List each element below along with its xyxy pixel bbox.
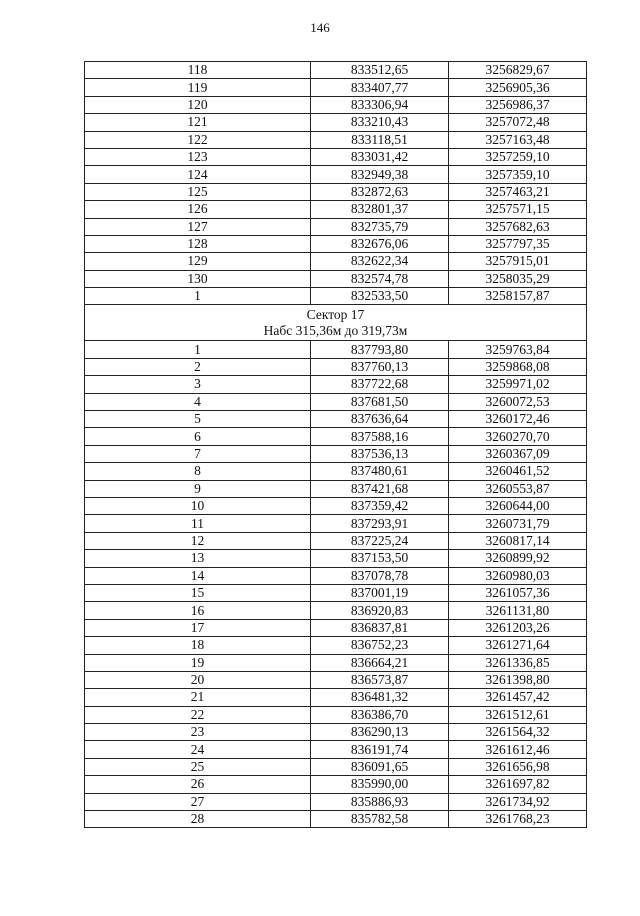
- y-coordinate-cell: 3257915,01: [449, 253, 587, 270]
- y-coordinate-cell: 3257463,21: [449, 183, 587, 200]
- table-row: [85, 654, 587, 671]
- y-coordinate-cell: 3260270,70: [449, 428, 587, 445]
- point-number-cell: 7: [85, 445, 311, 462]
- table-row: [85, 114, 587, 131]
- table-row: [85, 671, 587, 688]
- y-coordinate-cell: 3260172,46: [449, 411, 587, 428]
- point-number-cell: 13: [85, 550, 311, 567]
- point-number-cell: 123: [85, 148, 311, 165]
- x-coordinate-cell: 837153,50: [311, 550, 449, 567]
- y-coordinate-cell: 3259868,08: [449, 358, 587, 375]
- x-coordinate-cell: 832801,37: [311, 201, 449, 218]
- x-coordinate-cell: 832735,79: [311, 218, 449, 235]
- table-row: [85, 550, 587, 567]
- point-number-cell: 124: [85, 166, 311, 183]
- y-coordinate-cell: 3259763,84: [449, 341, 587, 358]
- table-row: [85, 393, 587, 410]
- point-number-cell: 120: [85, 96, 311, 113]
- y-coordinate-cell: 3261768,23: [449, 811, 587, 828]
- y-coordinate-cell: 3260899,92: [449, 550, 587, 567]
- y-coordinate-cell: 3256986,37: [449, 96, 587, 113]
- rows-before-group: [85, 62, 587, 305]
- table-row: [85, 602, 587, 619]
- point-number-cell: 18: [85, 637, 311, 654]
- point-number-cell: 130: [85, 270, 311, 287]
- x-coordinate-cell: 837760,13: [311, 358, 449, 375]
- point-number-cell: 119: [85, 79, 311, 96]
- x-coordinate-cell: 837001,19: [311, 584, 449, 601]
- point-number-cell: 121: [85, 114, 311, 131]
- y-coordinate-cell: 3260072,53: [449, 393, 587, 410]
- point-number-cell: 129: [85, 253, 311, 270]
- point-number-cell: 22: [85, 706, 311, 723]
- x-coordinate-cell: 833118,51: [311, 131, 449, 148]
- x-coordinate-cell: 836191,74: [311, 741, 449, 758]
- point-number-cell: 1: [85, 341, 311, 358]
- table-row: [85, 218, 587, 235]
- point-number-cell: 10: [85, 497, 311, 514]
- table-row: [85, 270, 587, 287]
- table-row: [85, 584, 587, 601]
- y-coordinate-cell: 3257072,48: [449, 114, 587, 131]
- x-coordinate-cell: 836573,87: [311, 671, 449, 688]
- y-coordinate-cell: 3256829,67: [449, 62, 587, 79]
- point-number-cell: 3: [85, 376, 311, 393]
- point-number-cell: 28: [85, 811, 311, 828]
- y-coordinate-cell: 3261697,82: [449, 776, 587, 793]
- y-coordinate-cell: 3257571,15: [449, 201, 587, 218]
- x-coordinate-cell: 837225,24: [311, 532, 449, 549]
- y-coordinate-cell: 3261057,36: [449, 584, 587, 601]
- coordinates-table: [84, 61, 587, 828]
- y-coordinate-cell: 3261656,98: [449, 758, 587, 775]
- y-coordinate-cell: 3261271,64: [449, 637, 587, 654]
- point-number-cell: 125: [85, 183, 311, 200]
- x-coordinate-cell: 837480,61: [311, 463, 449, 480]
- point-number-cell: 128: [85, 235, 311, 252]
- table-row: [85, 689, 587, 706]
- x-coordinate-cell: 837722,68: [311, 376, 449, 393]
- x-coordinate-cell: 833210,43: [311, 114, 449, 131]
- y-coordinate-cell: 3257163,48: [449, 131, 587, 148]
- table-row: [85, 288, 587, 305]
- x-coordinate-cell: 832622,34: [311, 253, 449, 270]
- x-coordinate-cell: 837588,16: [311, 428, 449, 445]
- y-coordinate-cell: 3260461,52: [449, 463, 587, 480]
- y-coordinate-cell: 3261734,92: [449, 793, 587, 810]
- x-coordinate-cell: 833512,65: [311, 62, 449, 79]
- x-coordinate-cell: 836752,23: [311, 637, 449, 654]
- y-coordinate-cell: 3260553,87: [449, 480, 587, 497]
- table-row: [85, 811, 587, 828]
- x-coordinate-cell: 836481,32: [311, 689, 449, 706]
- point-number-cell: 17: [85, 619, 311, 636]
- x-coordinate-cell: 833031,42: [311, 148, 449, 165]
- table-row: [85, 428, 587, 445]
- x-coordinate-cell: 835782,58: [311, 811, 449, 828]
- y-coordinate-cell: 3256905,36: [449, 79, 587, 96]
- x-coordinate-cell: 836290,13: [311, 724, 449, 741]
- table-row: [85, 341, 587, 358]
- table-row: [85, 567, 587, 584]
- y-coordinate-cell: 3257797,35: [449, 235, 587, 252]
- rows-after-group: [85, 341, 587, 828]
- x-coordinate-cell: 832949,38: [311, 166, 449, 183]
- x-coordinate-cell: 837536,13: [311, 445, 449, 462]
- x-coordinate-cell: 832872,63: [311, 183, 449, 200]
- sector-subtitle: Набс 315,36м до 319,73м: [263, 323, 408, 339]
- point-number-cell: 14: [85, 567, 311, 584]
- y-coordinate-cell: 3261457,42: [449, 689, 587, 706]
- y-coordinate-cell: 3258035,29: [449, 270, 587, 287]
- table-row: [85, 793, 587, 810]
- x-coordinate-cell: 832574,78: [311, 270, 449, 287]
- y-coordinate-cell: 3257359,10: [449, 166, 587, 183]
- point-number-cell: 23: [85, 724, 311, 741]
- y-coordinate-cell: 3259971,02: [449, 376, 587, 393]
- table-row: [85, 706, 587, 723]
- y-coordinate-cell: 3260817,14: [449, 532, 587, 549]
- x-coordinate-cell: 837359,42: [311, 497, 449, 514]
- point-number-cell: 24: [85, 741, 311, 758]
- point-number-cell: 1: [85, 288, 311, 305]
- table-row: [85, 724, 587, 741]
- y-coordinate-cell: 3261131,80: [449, 602, 587, 619]
- y-coordinate-cell: 3260731,79: [449, 515, 587, 532]
- sector-title: Сектор 17: [306, 307, 365, 323]
- table-row: [85, 376, 587, 393]
- point-number-cell: 15: [85, 584, 311, 601]
- x-coordinate-cell: 837293,91: [311, 515, 449, 532]
- table-row: [85, 148, 587, 165]
- point-number-cell: 4: [85, 393, 311, 410]
- point-number-cell: 12: [85, 532, 311, 549]
- y-coordinate-cell: 3258157,87: [449, 288, 587, 305]
- point-number-cell: 21: [85, 689, 311, 706]
- table-row: [85, 183, 587, 200]
- x-coordinate-cell: 832533,50: [311, 288, 449, 305]
- sector-header-group: [85, 305, 587, 341]
- y-coordinate-cell: 3261398,80: [449, 671, 587, 688]
- x-coordinate-cell: 837681,50: [311, 393, 449, 410]
- y-coordinate-cell: 3260980,03: [449, 567, 587, 584]
- table-row: [85, 253, 587, 270]
- y-coordinate-cell: 3257682,63: [449, 218, 587, 235]
- sector-header-row: [85, 305, 587, 341]
- x-coordinate-cell: 837793,80: [311, 341, 449, 358]
- table-row: [85, 131, 587, 148]
- table-row: [85, 62, 587, 79]
- point-number-cell: 25: [85, 758, 311, 775]
- point-number-cell: 9: [85, 480, 311, 497]
- page-number: 146: [310, 20, 330, 35]
- x-coordinate-cell: 835886,93: [311, 793, 449, 810]
- table-row: [85, 358, 587, 375]
- table-row: [85, 637, 587, 654]
- point-number-cell: 122: [85, 131, 311, 148]
- point-number-cell: 27: [85, 793, 311, 810]
- point-number-cell: 6: [85, 428, 311, 445]
- point-number-cell: 126: [85, 201, 311, 218]
- x-coordinate-cell: 836091,65: [311, 758, 449, 775]
- sector-header-cell: [85, 305, 587, 341]
- point-number-cell: 2: [85, 358, 311, 375]
- x-coordinate-cell: 836837,81: [311, 619, 449, 636]
- point-number-cell: 127: [85, 218, 311, 235]
- y-coordinate-cell: 3260367,09: [449, 445, 587, 462]
- table-row: [85, 515, 587, 532]
- table-row: [85, 776, 587, 793]
- table-row: [85, 532, 587, 549]
- table-row: [85, 619, 587, 636]
- table-row: [85, 96, 587, 113]
- x-coordinate-cell: 836386,70: [311, 706, 449, 723]
- y-coordinate-cell: 3260644,00: [449, 497, 587, 514]
- x-coordinate-cell: 836664,21: [311, 654, 449, 671]
- table-row: [85, 411, 587, 428]
- table-row: [85, 445, 587, 462]
- table-row: [85, 497, 587, 514]
- x-coordinate-cell: 836920,83: [311, 602, 449, 619]
- point-number-cell: 11: [85, 515, 311, 532]
- x-coordinate-cell: 837421,68: [311, 480, 449, 497]
- y-coordinate-cell: 3261564,32: [449, 724, 587, 741]
- y-coordinate-cell: 3261612,46: [449, 741, 587, 758]
- table-row: [85, 201, 587, 218]
- x-coordinate-cell: 833306,94: [311, 96, 449, 113]
- table-row: [85, 79, 587, 96]
- point-number-cell: 19: [85, 654, 311, 671]
- x-coordinate-cell: 837078,78: [311, 567, 449, 584]
- table-row: [85, 166, 587, 183]
- x-coordinate-cell: 833407,77: [311, 79, 449, 96]
- x-coordinate-cell: 837636,64: [311, 411, 449, 428]
- y-coordinate-cell: 3261203,26: [449, 619, 587, 636]
- table-row: [85, 741, 587, 758]
- point-number-cell: 8: [85, 463, 311, 480]
- point-number-cell: 16: [85, 602, 311, 619]
- point-number-cell: 26: [85, 776, 311, 793]
- point-number-cell: 20: [85, 671, 311, 688]
- table-row: [85, 235, 587, 252]
- x-coordinate-cell: 835990,00: [311, 776, 449, 793]
- table-row: [85, 463, 587, 480]
- x-coordinate-cell: 832676,06: [311, 235, 449, 252]
- point-number-cell: 118: [85, 62, 311, 79]
- y-coordinate-cell: 3261336,85: [449, 654, 587, 671]
- table-row: [85, 758, 587, 775]
- point-number-cell: 5: [85, 411, 311, 428]
- y-coordinate-cell: 3261512,61: [449, 706, 587, 723]
- y-coordinate-cell: 3257259,10: [449, 148, 587, 165]
- table-row: [85, 480, 587, 497]
